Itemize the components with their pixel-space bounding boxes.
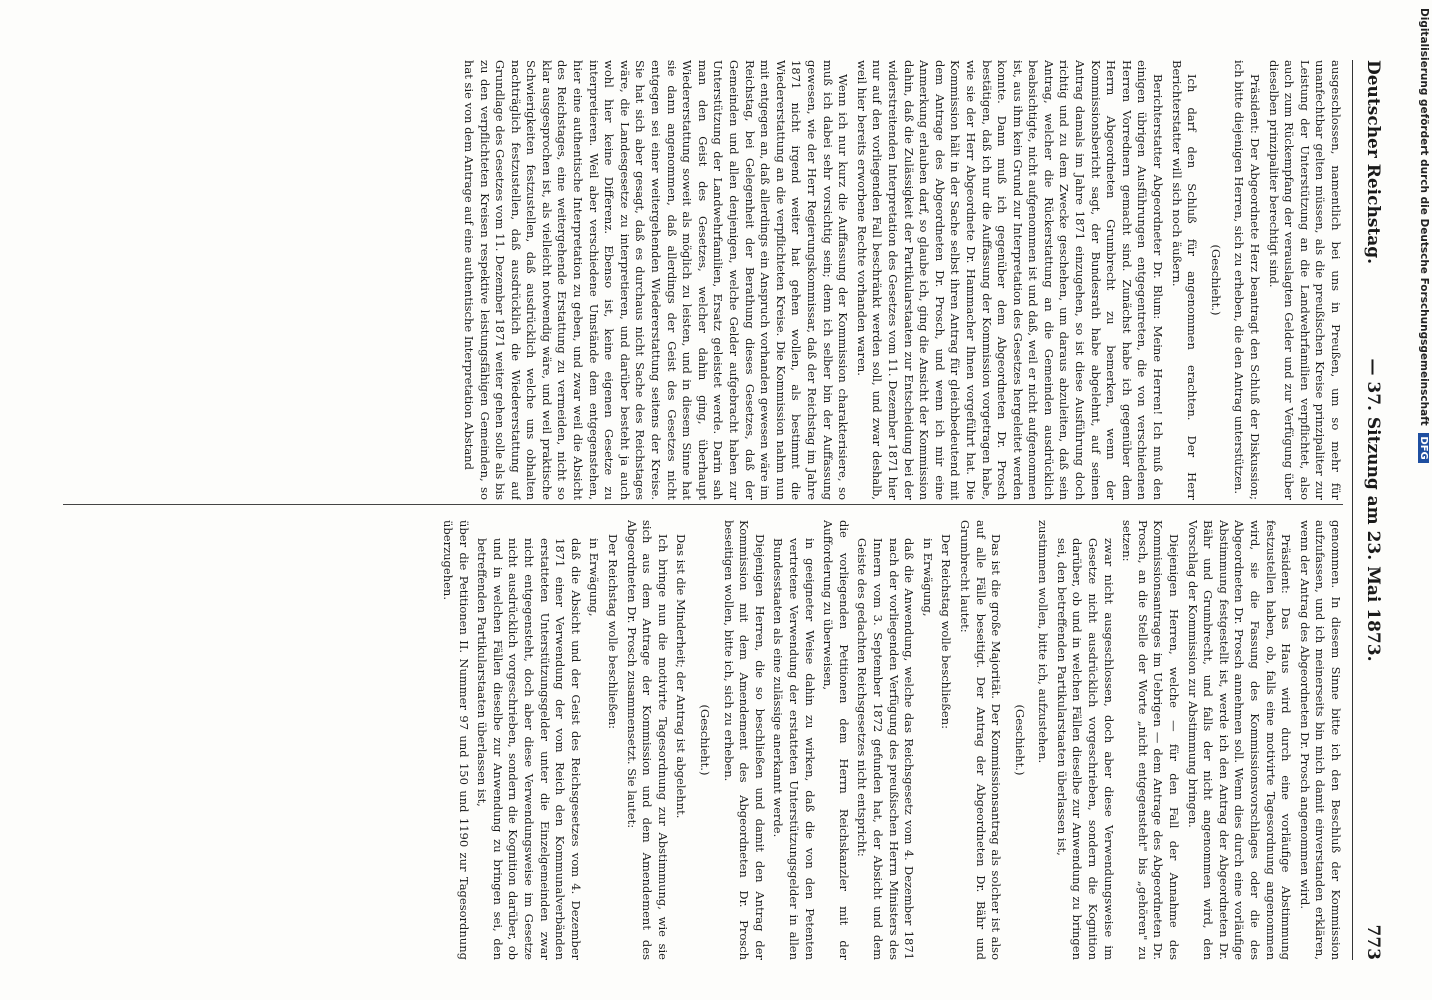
page-header <box>1352 60 1387 960</box>
motion-item: in Erwägung, <box>587 538 602 617</box>
quoted-amendment: zwar nicht ausgeschlossen, doch aber diese Verwendungsweise im Gesetze nicht ausdrücklich vorgeschrieben, sondern die Kognition darüber, ob und in welchen Fällen dieselbe zur Anwendung zu bringen sei, den betreffenden Partikularstaaten überlassen ist, <box>1054 538 1116 960</box>
paragraph: Der Reichstag wolle beschließen: <box>606 534 621 729</box>
column-divider <box>63 504 1343 505</box>
paragraph: Das ist die große Majorität. Der Kommissionsantrag als solcher ist also auf alle Fälle beseitigt. Der Antrag der Abgeordneten Dr. Bähr und Grumbrecht lautet: <box>957 520 1004 960</box>
paragraph: ausgeschlossen, namentlich bei uns in Preußen, um so mehr für unanfechtbar gelten müssen, als die preußischen Kreise prinzipaliter zur Leistung der Unterstützung an die Landwehrfamilien verpflichtet, also auch zum Rückempfang der verauslagten Gelder und zur Verfügung über dieselben prinzipaliter berechtigt sind. <box>1266 60 1343 500</box>
rotated-page-content <box>35 30 1395 990</box>
paragraph: Präsident: Das Haus wird durch eine vorläufige Abstimmung festzustellen haben, ob, falls eine motivirte Tagesordnung angenommen wird, sie die Fassung des Kommissionsvorschlages oder die des Abgeordneten Dr. Prosch annehmen soll. Wenn dies durch eine vorläufige Abstimmung festgestellt ist, werde ich den Antrag der Abgeordneten Dr. Bähr und Grumbrecht, und falls der nicht angenommen wird, den Vorschlag der Kommission zur Abstimmung bringen. <box>1185 520 1294 960</box>
paragraph: zustimmen wollen, bitte ich, aufzustehen. <box>1036 520 1051 764</box>
paragraph: über die Petitionen II. Nummer 97 und 150 und 1190 zur Tagesordnung überzugehen. <box>441 520 471 960</box>
paragraph: Wenn ich nur kurz die Auffassung der Kommission charakterisiere, so muß ich dabei sehr vorsichtig sein; denn ich selber bin der Auffassung gewesen, wie der Herr Regierungskommissar, daß der Reichstag im Jahre 1871 nicht irgend weiter hat gehen wollen, als bestimmt die Wiedererstattung an die verpflichteten Kreise. Die Kommission nahm nun mit entgegen an, daß allerdings ein Anspruch vorhanden gewesen wäre im Reichstag, bei Gelegenheit der Berathung dieses Gesetzes, daß der Gemeinden und allen denjenigen, welche Gelder aufgebracht haben zur Unterstützung der Landwehrfamilien, Ersatz geleistet werde. Darin sah man den Geist des Gesetzes, welcher dahin ging, überhaupt Wiedererstattung soweit als möglich zu leisten, und in diesem Sinne hat sie dann angenommen, daß allerdings der Geist des Gesetzes nicht entgegen sei einer weitergehenden Wiedererstattung seitens der Kreise. Sie hat sich aber gesagt, daß es durchaus nicht Sache des Reichstages wäre, die Landesgesetze zu interpretieren, und darüber besteht ja auch wohl hier keine Differenz. Ebenso ist, keine eigenen Gesetze zu interpretieren. Weil aber verschiedene Umstände dem entgegenstehen, hier eine authentische Interpretation zu geben, und zwar weil die Absicht des Reichstages, eine weitergehende Erstattung zu vermeiden, nicht so klar ausgesprochen ist, als vielleicht notwendig wäre, und weil praktische Schwierigkeiten festzustellen, daß ausdrücklich welche uns obhalten nachträglich festzustellen, daß ausdrücklich die Wiedererstattung auf Grundlage des Gesetzes vom 11. Dezember 1871 weiter gehen solle als bis zu den verpflichteten Kreisen respektive leistungsfähigen Gemeinden, so hat sie von dem Antrage auf eine authentische Interpretation Abstand <box>461 60 851 500</box>
digitization-footer <box>1410 8 1430 992</box>
paragraph: Das ist die Minderheit; der Antrag ist abgelehnt. <box>674 534 689 819</box>
stage-direction: (Geschieht.) <box>1012 704 1027 776</box>
right-column <box>53 520 1343 960</box>
paragraph: Berichterstatter Abgeordneter Dr. Blum: Meine Herren! Ich muß den einigen übrigen Ausführungen entgegentreten, die von verschiedenen Herren Vorrednern gemacht sind. Zunächst habe ich gegenüber dem Herrn Abgeordneten Grumbrecht zu bemerken, wenn der Kommissionsbericht sagt, der Bundesrath habe abgelehnt, auf seinen Antrag damals im Jahre 1871 einzugehen, so ist diese Ausführung doch richtig und zu dem Zwecke geschehen, um daraus abzuleiten, daß sein Antrag, welcher die Rückerstattung an die Gemeinden ausdrücklich beabsichtigte, nicht aufgenommen ist und daß, weil er nicht aufgenommen ist, aus ihm kein Grund zur Interpretation des Gesetzes hergeleitet werden konnte. Dann muß ich gegenüber dem Abgeordneten Dr. Prosch bestätigen, daß ich nur die Auffassung der Kommission vorgetragen habe, wie sie der Herr Abgeordnete Dr. Hammacher Ihnen vorgeführt hat. Die Kommission hält in der Sache selbst ihren Antrag für gleichbedeutend mit dem Antrage des Abgeordneten Dr. Prosch, und wenn ich mir eine Anmerkung erlauben darf, so glaube ich, ging die Ansicht der Kommission dahin, daß die Zulässigkeit der Partikularstaaten zur Entscheidung bei der widerstreitenden Interpretation des Gesetzes vom 11. Dezember 1871 hier nur auf den vorliegenden Fall beschränkt werden soll, und zwar deshalb, weil hier bereits erworbene Rechte vorhanden waren. <box>854 60 1166 500</box>
page-number: 773 <box>1363 924 1383 960</box>
paragraph: Der Reichstag wolle beschließen: <box>939 534 954 729</box>
header-title: Deutscher Reichstag. <box>1363 60 1383 265</box>
dfg-logo: DFG <box>1418 433 1429 462</box>
paragraph: die vorliegenden Petitionen dem Herrn Reichskanzler mit der Aufforderung zu überweisen, <box>821 520 851 960</box>
paragraph: Ich darf den Schluß für angenommen erachten. Der Herr Berichterstatter will sich noch äußern. <box>1169 60 1200 500</box>
header-session: — 37. Sitzung am 23. Mai 1873. <box>1363 358 1383 662</box>
motion-item: in geeigneter Weise dahin zu wirken, daß die von den Petenten vertretene Verwendung der erstatteten Unterstützungsgelder in allen Bundesstaaten als eine zulässige anerkannt werde. <box>771 538 817 960</box>
paragraph: Diejenigen Herren, welche — für den Fall der Annahme des Kommissionsantrages im Uebrigen — dem Antrage des Abgeordneten Dr. Prosch, an die Stelle der Worte „nicht entgegensteht" bis „gehören" zu setzen: <box>1120 520 1182 960</box>
paragraph: genommen. In diesem Sinne bitte ich den Beschluß der Kommission aufzufassen, und ich meinerseits bin mich damit einverstanden erklären, wenn der Antrag des Abgeordneten Dr. Prosch angenommen wird. <box>1297 520 1343 960</box>
motion-item: daß die Anwendung, welche das Reichsgesetz vom 4. Dezember 1871 nach der vorliegenden Verfügung des preußischen Herrn Ministers des Innern vom 3. September 1872 gefunden hat, der Absicht und dem Geiste des gedachten Reichsgesetzes nicht entspricht: <box>855 538 917 960</box>
left-column <box>53 60 1343 500</box>
paragraph: Ich bringe nun die motivirte Tagesordnung zur Abstimmung, wie sie sich aus dem Antrage der Kommission und dem Amendement des Abgeordneten Dr. Prosch zusammensetzt. Sie lautet: <box>624 520 670 960</box>
digitization-credit: Digitalisierung gefördert durch die Deutsche Forschungsgemeinschaft <box>1418 8 1430 426</box>
paragraph: Präsident: Der Abgeordnete Herz beantragt den Schluß der Diskussion; ich bitte diejenigen Herren, sich zu erheben, die den Antrag unterstützen. <box>1232 60 1263 500</box>
motion-item: in Erwägung, <box>920 538 935 617</box>
motion-item: daß die Absicht und der Geist des Reichsgesetzes vom 4. Dezember 1871 einer Verwendung der vom Reich den Kommunalverbänden erstatteten Unterstützungsgelder unter die Einzelgemeinden zwar nicht entgegensteht, doch aber diese Verwendungsweise im Gesetze nicht ausdrücklich vorgeschrieben, sondern die Kognition darüber, ob und in welchen Fällen dieselbe zur Anwendung zu bringen sei, den betreffenden Partikularstaaten überlassen ist, <box>475 538 583 960</box>
stage-direction: (Geschieht.) <box>1208 244 1223 316</box>
paragraph: Diejenigen Herren, die so beschließen und damit den Antrag der Kommission mit dem Amendement des Abgeordneten Dr. Prosch beseitigen wollen, bitte ich, sich zu erheben. <box>721 520 767 960</box>
stage-direction: (Geschieht.) <box>698 704 713 776</box>
